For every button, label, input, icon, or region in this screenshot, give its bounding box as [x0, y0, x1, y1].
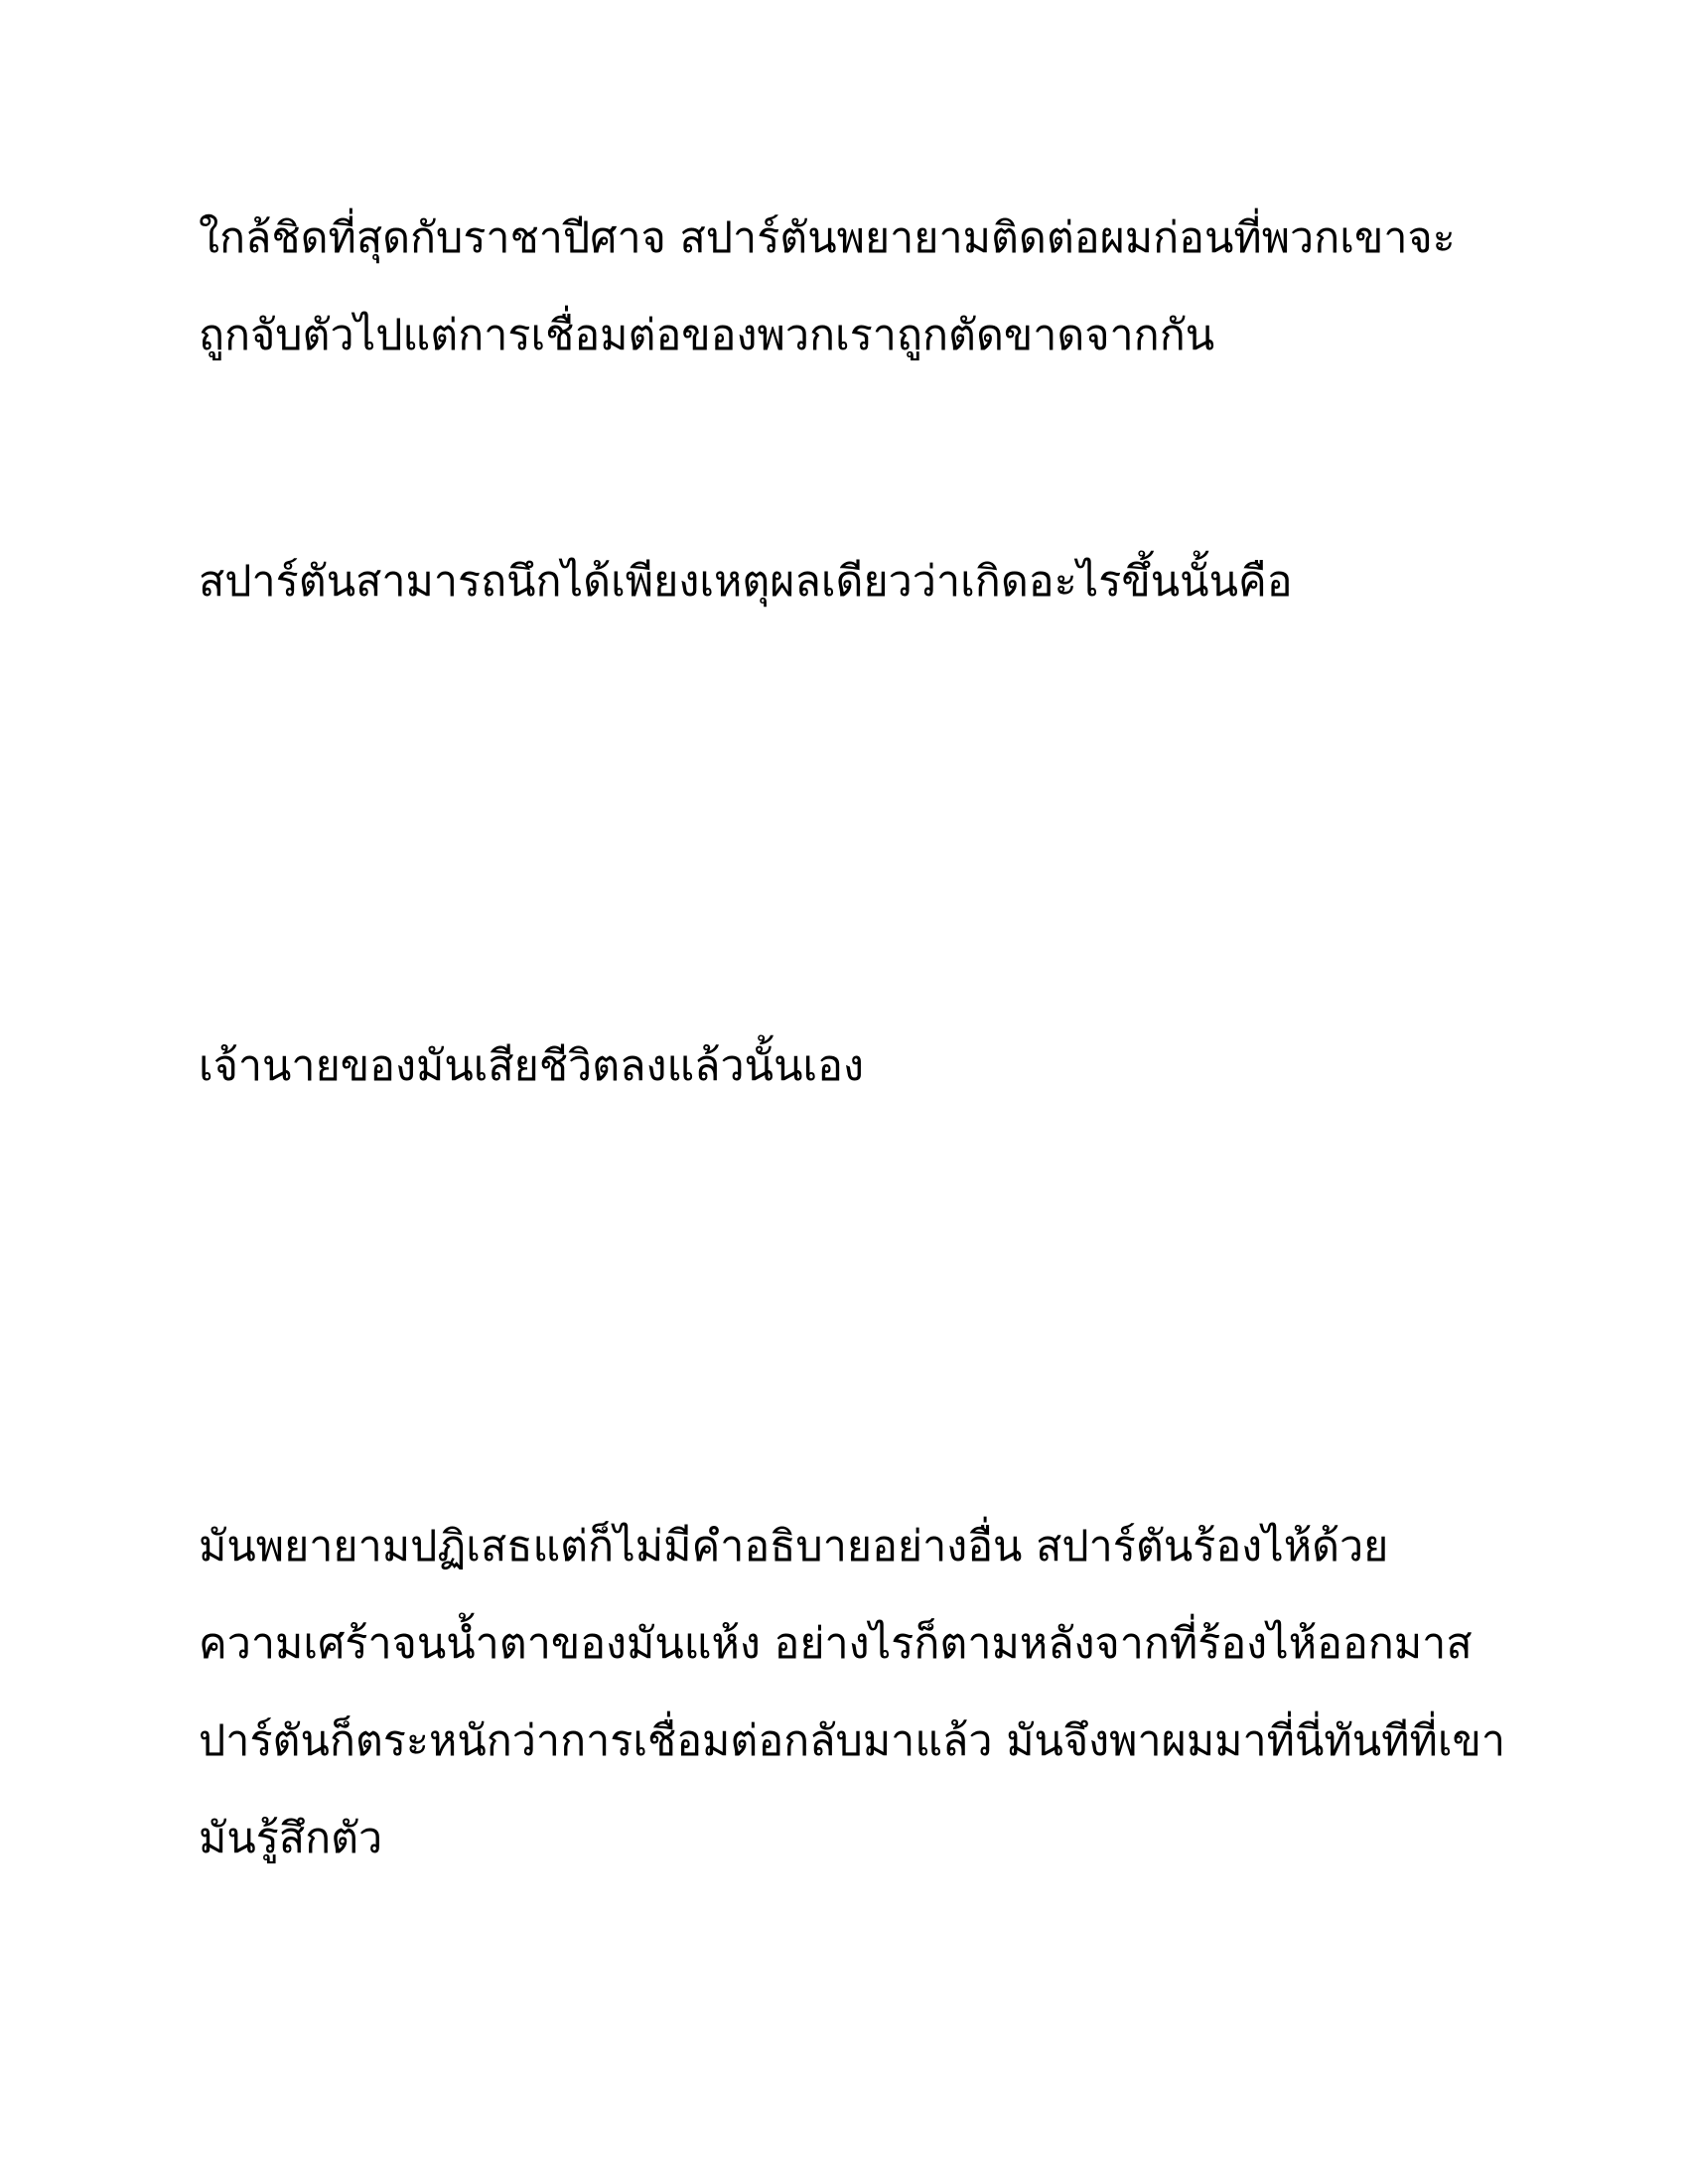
text-line: มันพยายามปฏิเสธแต่ก็ไม่มีคำอธิบายอย่างอื่น สปาร์ตันร้องไห้ด้วย	[199, 1522, 1389, 1571]
text-line: ความเศร้าจนน้ำตาของมันแห้ง อย่างไรก็ตามหลังจากที่ร้องไห้ออกมาส	[199, 1619, 1473, 1669]
text-line: มันรู้สึกตัว	[199, 1814, 383, 1863]
text-line: ถูกจับตัวไปแต่การเชื่อมต่อของพวกเราถูกตัดขาดจากกัน	[199, 311, 1215, 360]
text-line: ใกล้ชิดที่สุดกับราชาปีศาจ สปาร์ตันพยายามติดต่อผมก่อนที่พวกเขาจะ	[199, 213, 1456, 263]
text-line: สปาร์ตันสามารถนึกได้เพียงเหตุผลเดียวว่าเกิดอะไรขึ้นนั้นคือ	[199, 557, 1293, 607]
text-line: เจ้านายของมันเสียชีวิตลงแล้วนั้นเอง	[199, 1041, 864, 1091]
text-line: ปาร์ตันก็ตระหนักว่าการเชื่อมต่อกลับมาแล้ว มันจึงพาผมมาที่นี่ทันทีที่เขา	[199, 1716, 1506, 1766]
